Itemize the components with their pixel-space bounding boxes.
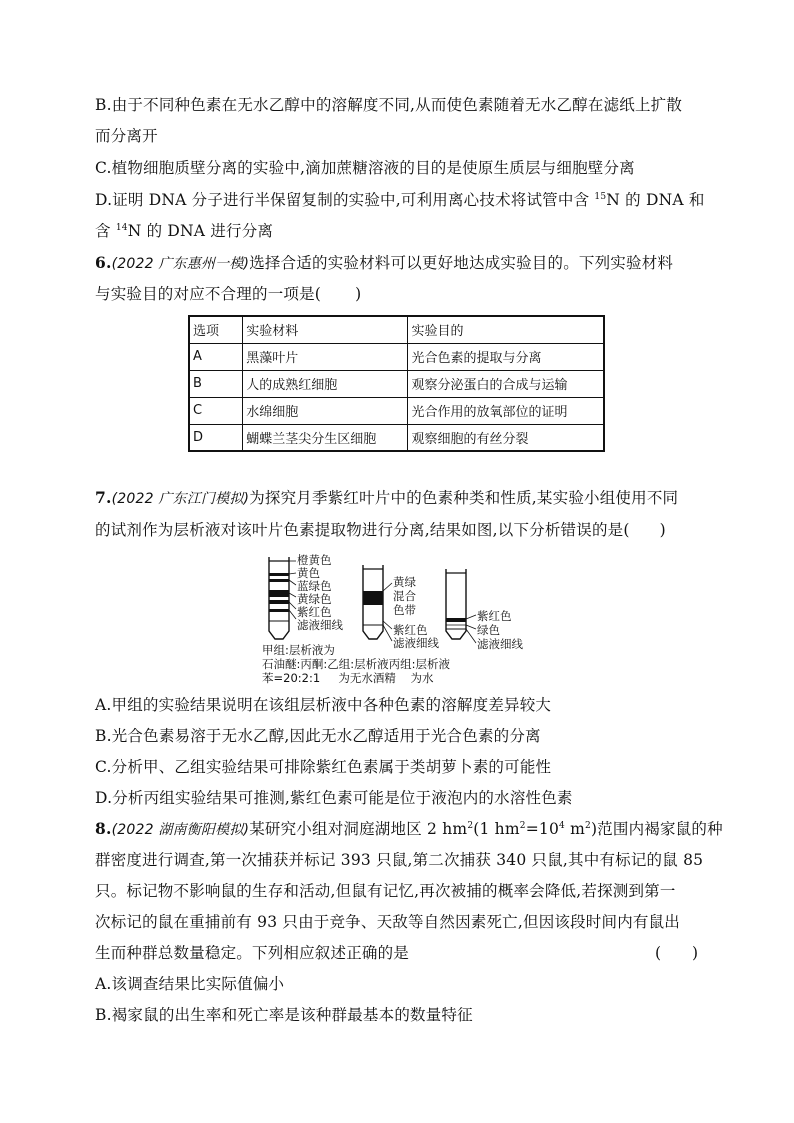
table-cell: 人的成熟红细胞 [243, 370, 408, 397]
q8-option-b: B.褐家鼠的出生率和死亡率是该种群最基本的数量特征 [95, 1006, 473, 1024]
q7-stem-line1: 7.(2022 广东江门模拟)为探究月季紫红叶片中的色素种类和性质,某实验小组使用不同 [95, 488, 679, 507]
q7-stem-line2: 的试剂作为层析液对该叶片色素提取物进行分离,结果如图,以下分析错误的是( ) [95, 521, 666, 539]
label-yellow-green: 黄绿色 [297, 592, 332, 606]
q7-option-b: B.光合色素易溶于无水乙醇,因此无水乙醇适用于光合色素的分离 [95, 727, 541, 745]
caption-line1: 甲组:层析液为 [262, 643, 335, 657]
tube-jia [269, 557, 296, 639]
q5-option-d-line2: 含 $^{14}$N 的 DNA 进行分离 [95, 222, 274, 240]
label-purple-red: 紫红色 [297, 605, 332, 619]
band-yellow [269, 579, 289, 582]
q8-number: 8. [95, 819, 112, 838]
label-yellow: 黄色 [297, 566, 320, 580]
table-row [189, 397, 604, 424]
table-cell: 蝴蝶兰茎尖分生区细胞 [243, 424, 408, 451]
q5-option-b-line1: B.由于不同种色素在无水乙醇中的溶解度不同,从而使色素随着无水乙醇在滤纸上扩散 [95, 96, 683, 114]
table-cell: 实验目的 [408, 316, 604, 343]
table-cell: 选项 [189, 316, 243, 343]
label-filtrate-line: 滤液细线 [297, 618, 343, 632]
q5-option-c: C.植物细胞质壁分离的实验中,滴加蔗糖溶液的目的是使原生质层与细胞壁分离 [95, 159, 635, 177]
q8-stem-line3: 只。标记物不影响鼠的生存和活动,但鼠有记忆,再次被捕的概率会降低,若探测到第一 [95, 882, 676, 900]
q8-stem-line5: 生而种群总数量稳定。下列相应叙述正确的是 [95, 944, 410, 962]
tube-bing [446, 569, 476, 643]
label-purple-red: 紫红色 [477, 609, 512, 623]
q6-source: (2022 广东惠州一模) [111, 256, 250, 272]
band-orange-yellow [269, 573, 289, 576]
label-yellow-green: 黄绿 [393, 575, 416, 589]
chromatography-figure [256, 553, 566, 685]
table-cell: 观察细胞的有丝分裂 [408, 424, 604, 451]
table-cell: A [189, 343, 243, 370]
label-blue-green: 蓝绿色 [297, 579, 332, 593]
label-mixed: 混合 [393, 589, 416, 603]
table-cell: D [189, 424, 243, 451]
table-cell: 光合色素的提取与分离 [408, 343, 604, 370]
label-filtrate-line: 滤液细线 [477, 637, 523, 651]
q7-number: 7. [95, 488, 112, 507]
table-cell: B [189, 370, 243, 397]
table-cell: 黑藻叶片 [243, 343, 408, 370]
table-cell: 观察分泌蛋白的合成与运输 [408, 370, 604, 397]
q5-option-b-line2: 而分离开 [95, 127, 158, 145]
q8-option-a: A.该调查结果比实际值偏小 [95, 975, 285, 993]
caption-line2: 石油醚:丙酮:乙组:层析液丙组:层析液 [262, 657, 450, 671]
band-purple-red [446, 618, 466, 622]
label-band: 色带 [393, 603, 416, 617]
q8-stem-line1: 8.(2022 湖南衡阳模拟)某研究小组对洞庭湖地区 2 $hm^2(1$ $hm^2=10^4$ $m^2$)范围内褐家鼠的种 [95, 819, 723, 838]
table-cell: 实验材料 [243, 316, 408, 343]
band-purple-red [269, 609, 289, 612]
q8-stem-line4: 次标记的鼠在重捕前有 93 只由于竞争、天敌等自然因素死亡,但因该段时间内有鼠出 [95, 913, 681, 931]
q8-source: (2022 湖南衡阳模拟) [111, 822, 250, 838]
q6-options-table [188, 315, 605, 452]
tube-yi [363, 565, 392, 641]
table-cell: C [189, 397, 243, 424]
q6-stem-line1: 6.(2022 广东惠州一模)选择合适的实验材料可以更好地达成实验目的。下列实验材料 [95, 253, 674, 272]
table-row [189, 370, 604, 397]
label-green: 绿色 [477, 623, 500, 637]
table-cell: 水绵细胞 [243, 397, 408, 424]
band-mixed [363, 591, 383, 605]
band-yellow-green [269, 600, 289, 604]
q7-option-a: A.甲组的实验结果说明在该组层析液中各种色素的溶解度差异较大 [95, 696, 552, 714]
label-purple-red: 紫红色 [393, 623, 428, 637]
q8-answer-paren: ( ) [655, 944, 699, 962]
q7-option-d: D.分析丙组实验结果可推测,紫红色素可能是位于液泡内的水溶性色素 [95, 789, 573, 807]
table-row [189, 424, 604, 451]
label-filtrate-line: 滤液细线 [393, 636, 439, 650]
q7-option-c: C.分析甲、乙组实验结果可排除紫红色素属于类胡萝卜素的可能性 [95, 758, 552, 776]
caption-line3: 苯=20:2:1 为无水酒精 为水 [262, 671, 434, 685]
table-row [189, 343, 604, 370]
q5-option-d-line1: D.证明 DNA 分子进行半保留复制的实验中,可利用离心技术将试管中含 $^{15}$N 的 DNA 和 [95, 191, 705, 209]
label-orange-yellow: 橙黄色 [297, 553, 332, 567]
q6-number: 6. [95, 253, 112, 272]
q7-source: (2022 广东江门模拟) [111, 491, 250, 507]
band-blue-green [269, 590, 289, 597]
table-header-row [189, 316, 604, 343]
q8-stem-line2: 群密度进行调查,第一次捕获并标记 393 只鼠,第二次捕获 340 只鼠,其中有标记的鼠 85 [95, 851, 704, 869]
q6-stem-line2: 与实验目的对应不合理的一项是( ) [95, 285, 362, 303]
table-cell: 光合作用的放氧部位的证明 [408, 397, 604, 424]
